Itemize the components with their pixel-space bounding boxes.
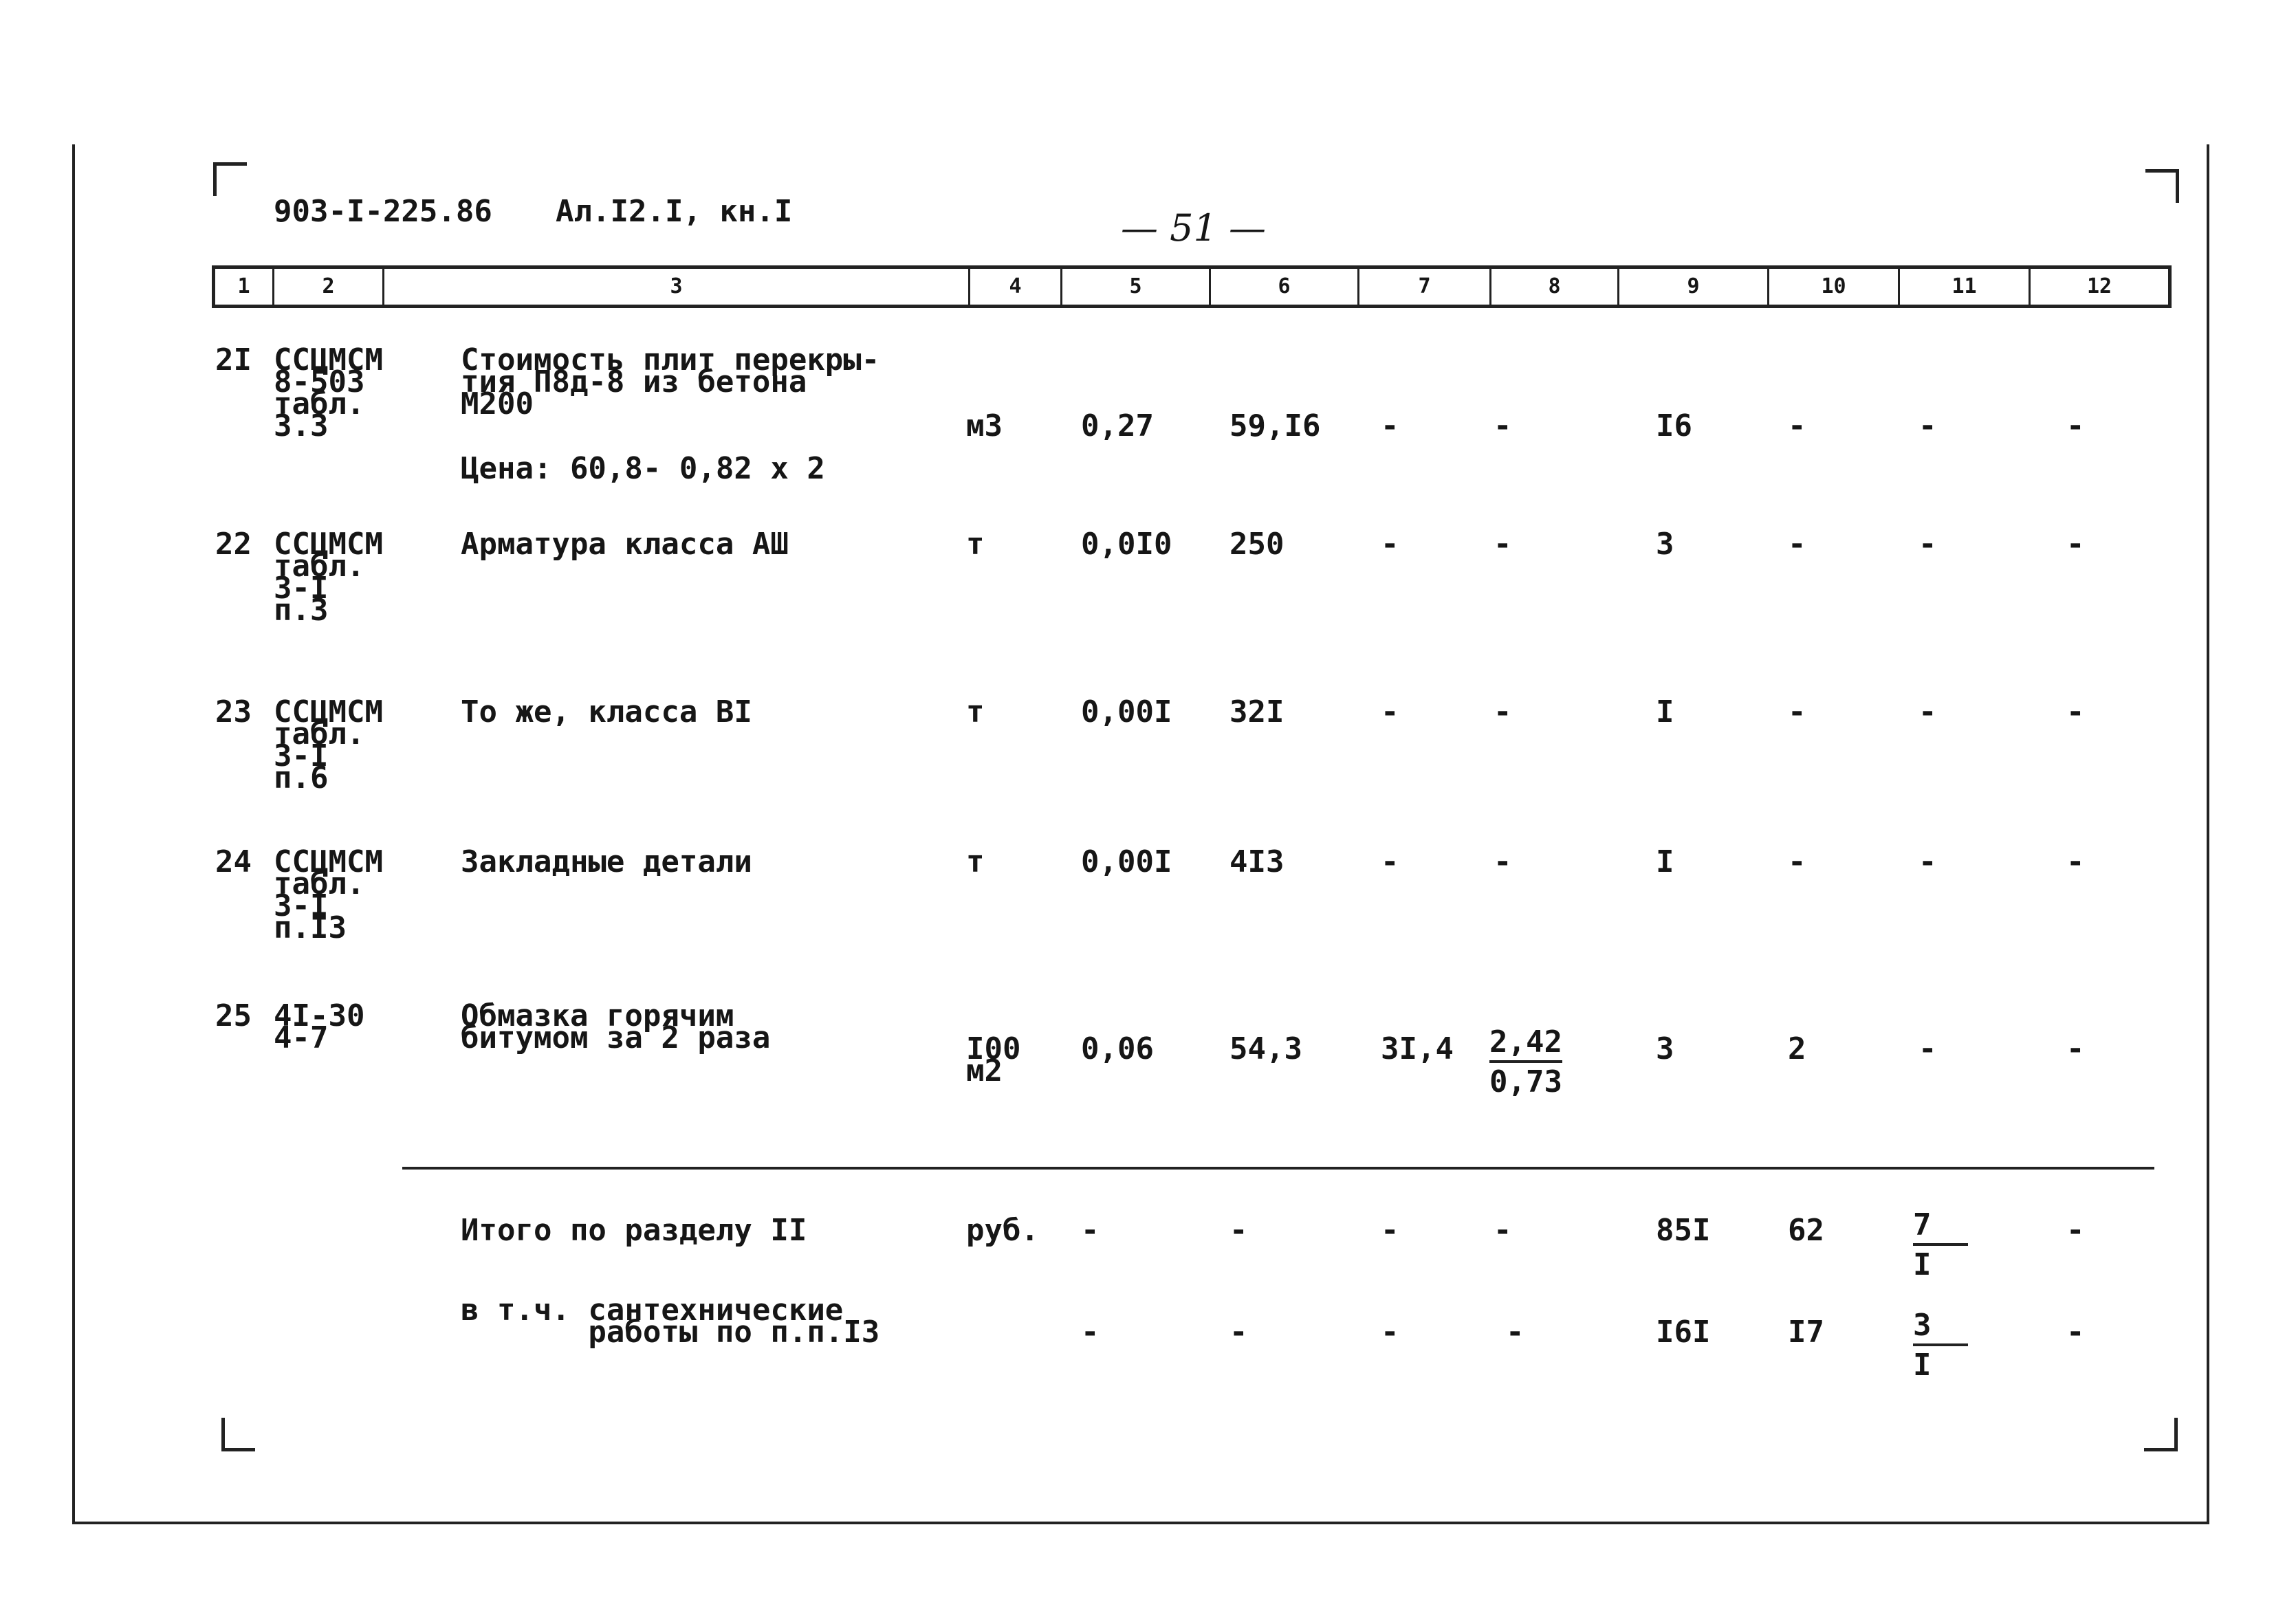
row-21-col8: - — [1494, 408, 1512, 443]
row-22-col12: - — [2066, 527, 2085, 562]
row-21-col9: I6 — [1656, 408, 1692, 443]
row-25-code: 4I-30 4-7 — [274, 998, 365, 1055]
row-23-desc: То же, класса ВI — [461, 694, 752, 729]
row-24-col11: - — [1918, 844, 1937, 879]
row-23-col11: - — [1918, 694, 1937, 729]
total-sanitary-col7: - — [1381, 1315, 1399, 1350]
col-header-12: 12 — [2086, 274, 2112, 298]
total-sanitary-col6: - — [1229, 1315, 1248, 1350]
row-23-col10: - — [1788, 694, 1806, 729]
total-section-col11-denominator: I — [1913, 1247, 1932, 1282]
row-24-col6: 4I3 — [1229, 844, 1284, 879]
row-22-col10: - — [1788, 527, 1806, 562]
row-23-num: 23 — [215, 694, 252, 729]
row-25-col5: 0,06 — [1081, 1031, 1154, 1066]
total-section-col12: - — [2066, 1213, 2085, 1248]
col-header-9: 9 — [1619, 269, 1769, 305]
row-24-num: 24 — [215, 844, 252, 879]
row-22-unit: т — [966, 527, 985, 562]
row-24-col12: - — [2066, 844, 2085, 879]
corner-mark-bottom-right — [2144, 1418, 2178, 1451]
row-24-col5: 0,00I — [1081, 844, 1172, 879]
total-section-label: Итого по разделу II — [461, 1213, 807, 1248]
total-section-col10: 62 — [1788, 1213, 1824, 1248]
total-section-col7: - — [1381, 1213, 1399, 1248]
row-25-col6: 54,3 — [1229, 1031, 1302, 1066]
row-25-num: 25 — [215, 998, 252, 1033]
row-23-unit: т — [966, 694, 985, 729]
total-section-col11-numerator: 7 — [1913, 1210, 1968, 1246]
column-header-row — [212, 265, 2172, 308]
row-21-unit: м3 — [966, 408, 1003, 443]
row-23-col12: - — [2066, 694, 2085, 729]
col-header-10: 10 — [1769, 269, 1900, 305]
row-22-col6: 250 — [1229, 527, 1284, 562]
page-number: — 51 — — [1121, 206, 1267, 250]
col-header-11: 11 — [1900, 269, 2031, 305]
row-25-col8-numerator: 2,42 — [1489, 1027, 1562, 1063]
doc-code: 903-I-225.86 — [274, 194, 492, 229]
row-23-col7: - — [1381, 694, 1399, 729]
total-section-col5: - — [1081, 1213, 1100, 1248]
row-23-col5: 0,00I — [1081, 694, 1172, 729]
total-sanitary-col8: - — [1506, 1315, 1524, 1350]
totals-divider-line — [402, 1167, 2154, 1170]
row-24-code: ССЦМСМ табл. 3-I п.I3 — [274, 844, 383, 945]
total-section-col8: - — [1494, 1213, 1512, 1248]
col-header-5: 5 — [1062, 269, 1211, 305]
corner-mark-top-left — [213, 162, 247, 196]
total-sanitary-col9: I6I — [1656, 1315, 1711, 1350]
page-frame — [72, 144, 2209, 1524]
row-21-col10: - — [1788, 408, 1806, 443]
row-23-code: ССЦМСМ табл. 3-I п.6 — [274, 694, 383, 795]
row-24-col8: - — [1494, 844, 1512, 879]
col-header-2: 2 — [274, 269, 384, 305]
row-22-col9: 3 — [1656, 527, 1674, 562]
row-24-col10: - — [1788, 844, 1806, 879]
row-21-col5: 0,27 — [1081, 408, 1154, 443]
total-section-col6: - — [1229, 1213, 1248, 1248]
row-25-col8-fraction — [1489, 1024, 1562, 1099]
row-25-col9: 3 — [1656, 1031, 1674, 1066]
row-21-col6: 59,I6 — [1229, 408, 1321, 443]
row-21-col12: - — [2066, 408, 2085, 443]
row-24-unit: т — [966, 844, 985, 879]
row-22-col5: 0,0I0 — [1081, 527, 1172, 562]
row-25-col10: 2 — [1788, 1031, 1806, 1066]
row-24-col7: - — [1381, 844, 1399, 879]
total-sanitary-col11-fraction — [1913, 1310, 1968, 1381]
row-22-desc: Арматура класса АШ — [461, 527, 789, 562]
row-22-code: ССЦМСМ табл. 3-I п.3 — [274, 527, 383, 628]
row-25-unit: I00 м2 — [966, 1031, 1021, 1088]
corner-mark-top-right — [2145, 169, 2179, 203]
row-21-price-note: Цена: 60,8- 0,82 х 2 — [461, 451, 825, 486]
row-23-col9: I — [1656, 694, 1674, 729]
total-section-col9: 85I — [1656, 1213, 1711, 1248]
row-21-desc: Стоимость плит перекры- тия П8д-8 из бетона М200 — [461, 342, 880, 421]
row-24-col9: I — [1656, 844, 1674, 879]
col-header-1: 1 — [215, 269, 274, 305]
corner-mark-bottom-left — [221, 1418, 255, 1451]
row-22-col7: - — [1381, 527, 1399, 562]
row-23-col6: 32I — [1229, 694, 1284, 729]
col-header-7: 7 — [1359, 269, 1491, 305]
total-section-col11-fraction — [1913, 1207, 1968, 1282]
album-ref: Ал.I2.I, кн.I — [556, 194, 793, 229]
total-sanitary-col11-denominator: I — [1913, 1348, 1932, 1383]
row-25-col8-denominator: 0,73 — [1489, 1064, 1562, 1099]
row-21-num: 2I — [215, 342, 252, 377]
row-22-col11: - — [1918, 527, 1937, 562]
row-25-desc: Обмазка горячим битумом за 2 раза — [461, 998, 771, 1055]
row-21-code: ССЦМСМ 8-503 табл. 3.3 — [274, 342, 383, 443]
row-22-col8: - — [1494, 527, 1512, 562]
total-section-unit: руб. — [966, 1213, 1039, 1248]
row-25-col7: 3I,4 — [1381, 1031, 1454, 1066]
col-header-4: 4 — [970, 269, 1062, 305]
col-header-6: 6 — [1211, 269, 1359, 305]
row-25-col12: - — [2066, 1031, 2085, 1066]
total-sanitary-col11-numerator: 3 — [1913, 1310, 1968, 1346]
col-header-8: 8 — [1491, 269, 1619, 305]
row-24-desc: Закладные детали — [461, 844, 752, 879]
total-sanitary-label: в т.ч. сантехнические работы по п.п.I3 — [461, 1293, 880, 1350]
row-25-col11: - — [1918, 1031, 1937, 1066]
total-sanitary-col10: I7 — [1788, 1315, 1824, 1350]
row-21-col11: - — [1918, 408, 1937, 443]
row-22-num: 22 — [215, 527, 252, 562]
col-header-3: 3 — [384, 269, 970, 305]
total-sanitary-col5: - — [1081, 1315, 1100, 1350]
total-sanitary-col12: - — [2066, 1315, 2085, 1350]
row-21-col7: - — [1381, 408, 1399, 443]
row-23-col8: - — [1494, 694, 1512, 729]
